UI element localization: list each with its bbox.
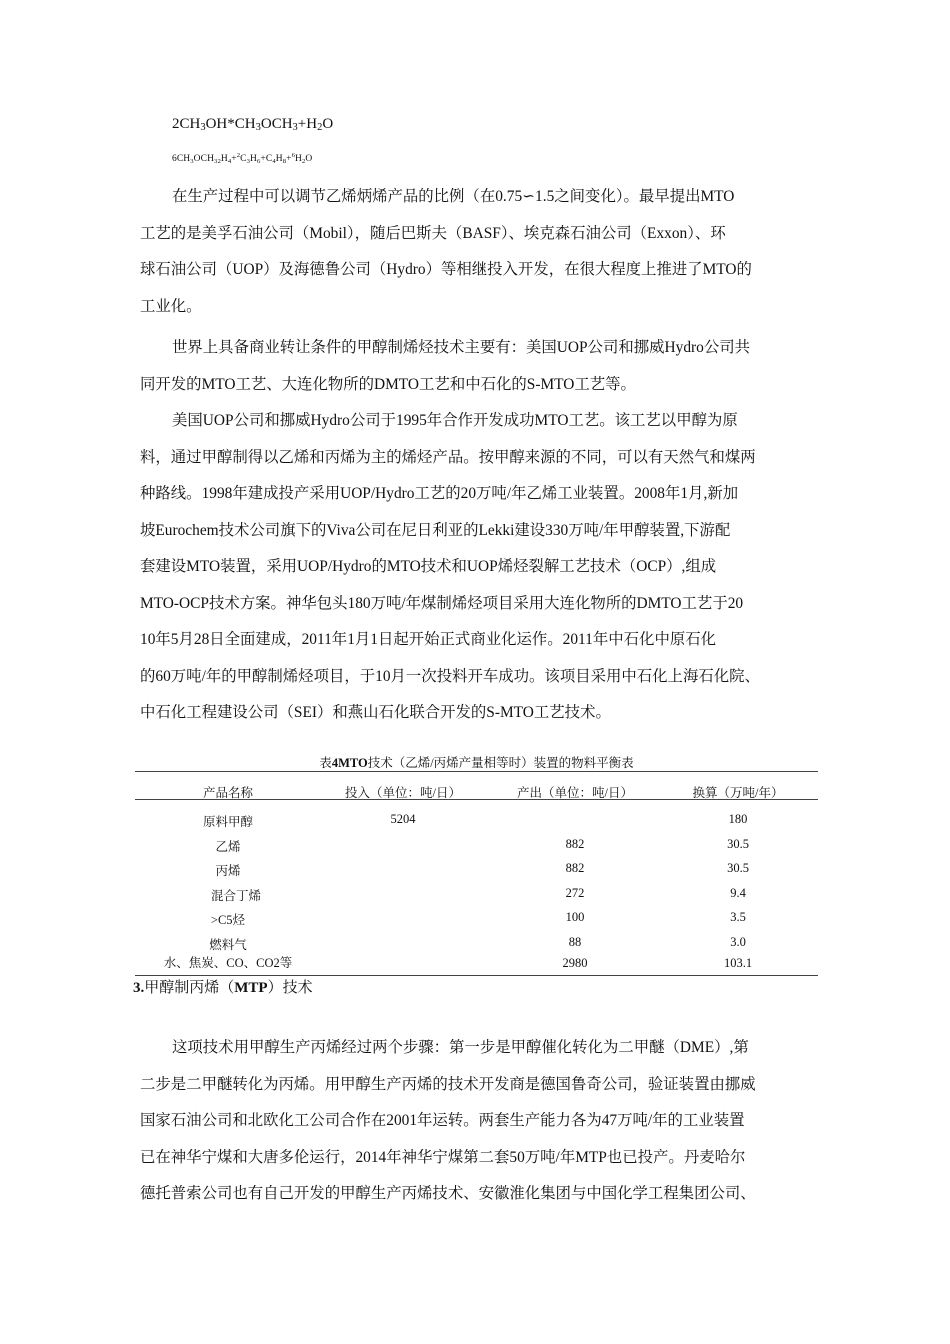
table-cell: 180 [728,812,748,826]
text-line: 中石化工程建设公司（SEI）和燕山石化联合开发的S-MTO工艺技术。 [140,704,611,721]
table-cell: 103.1 [723,956,753,970]
table-cell: >C5烃 [210,913,246,927]
table-caption: 表4MTO技术（乙烯/丙烯产量相等时）装置的物料平衡表 [319,756,634,770]
table-cell: 3.0 [730,935,746,949]
text-line: 在生产过程中可以调节乙烯炳烯产品的比例（在0.75∽1.5之间变化）。最早提出MTO [172,188,735,205]
table-cell: 乙烯 [215,840,241,854]
text-line: 10年5月28日全面建成，2011年1月1日起开始正式商业化运作。2011年中石化中原石化 [140,631,717,648]
text-line: 德托普索公司也有自己开发的甲醇生产丙烯技术、安徽淮化集团与中国化学工程集团公司、 [140,1185,756,1202]
section-heading: 3.甲醇制丙烯（MTP）技术 [133,980,313,996]
table-cell: 30.5 [727,837,749,851]
text-line: 坡Eurochem技术公司旗下的Viva公司在尼日利亚的Lekki建设330万吨/年甲醇装置,下游配 [140,521,731,539]
table-cell: 272 [565,886,585,900]
table-header-cell: 产出（单位：吨/日） [517,786,633,800]
table-cell: 100 [565,910,585,924]
paragraph-commercial-tech [140,330,750,403]
text-line: 美国UOP公司和挪威Hydro公司于1995年合作开发成功MTO工艺。该工艺以甲醇为原 [172,412,738,429]
table-cell: 水、焦炭、CO、CO2等 [163,956,293,970]
paragraph-mtp [140,1030,756,1213]
table-cell: 882 [565,861,585,875]
paragraph-mto-history [140,179,752,325]
text-line: 的60万吨/年的甲醇制烯烃项目，于10月一次投料开车成功。该项目采用中石化上海石化院、 [140,667,760,685]
text-line: 同开发的MTO工艺、大连化物所的DMTO工艺和中石化的S-MTO工艺等。 [140,375,636,393]
text-line: 套建设MTO装置，采用UOP/Hydro的MTO技术和UOP烯烃裂解工艺技术（OCP）,组成 [140,558,717,575]
table-cell: 9.4 [730,886,746,900]
table-header-cell: 换算（万吨/年） [692,786,784,800]
paragraph-uop-hydro [140,403,760,732]
text-line: 种路线。1998年建成投产采用UOP/Hydro工艺的20万吨/年乙烯工业装置。2008年1月,新加 [140,485,739,502]
table-cell: 原料甲醇 [202,815,253,829]
table-cell: 2980 [562,956,588,970]
table-cell: 882 [565,837,585,851]
text-line: 球石油公司（UOP）及海德鲁公司（Hydro）等相继投入开发，在很大程度上推进了MTO的 [140,261,752,278]
text-line: 料，通过甲醇制得以乙烯和丙烯为主的烯烃产品。按甲醇来源的不同，可以有天然气和煤两 [140,448,756,466]
equation-dme-to-olefins: $6CH_3OCH_{32}H_4+^2C_3H_6+C_4H_8+^6H_2O$ [172,152,313,165]
table-cell: 混合丁烯 [210,889,261,903]
table-cell: 丙烯 [215,864,241,878]
text-line: 世界上具备商业转让条件的甲醇制烯烃技术主要有：美国UOP公司和挪威Hydro公司共 [172,339,751,356]
text-line: MTO-OCP技术方案。神华包头180万吨/年煤制烯烃项目采用大连化物所的DMTO工艺于20 [140,594,744,612]
table-cell: 3.5 [730,910,746,924]
text-line: 工艺的是美孚石油公司（Mobil），随后巴斯夫（BASF）、埃克森石油公司（Exxon）、环 [140,224,726,242]
text-line: 二步是二甲醚转化为丙烯。用甲醇生产丙烯的技术开发商是德国鲁奇公司，验证装置由挪威 [140,1075,756,1093]
text-line: 国家石油公司和北欧化工公司合作在2001年运转。两套生产能力各为47万吨/年的工业装置 [140,1112,745,1129]
text-line: 工业化。 [140,297,202,315]
equation-methanol-to-dme: $2CH_3OH*CH_3OCH_3+H_2O$ [172,116,334,133]
table-cell: 88 [568,935,582,949]
table-cell: 30.5 [727,861,749,875]
table-header-cell: 产品名称 [202,786,253,800]
table-cell: 燃料气 [209,938,247,952]
table-top-rule [135,771,818,772]
table-cell: 5204 [390,812,416,826]
text-line: 已在神华宁煤和大唐多伦运行，2014年神华宁煤第二套50万吨/年MTP也已投产。丹麦哈尔 [140,1148,746,1166]
text-line: 这项技术用甲醇生产丙烯经过两个步骤：第一步是甲醇催化转化为二甲醚（DME）,第 [172,1039,749,1056]
table-header-cell: 投入（单位：吨/日） [345,786,461,800]
